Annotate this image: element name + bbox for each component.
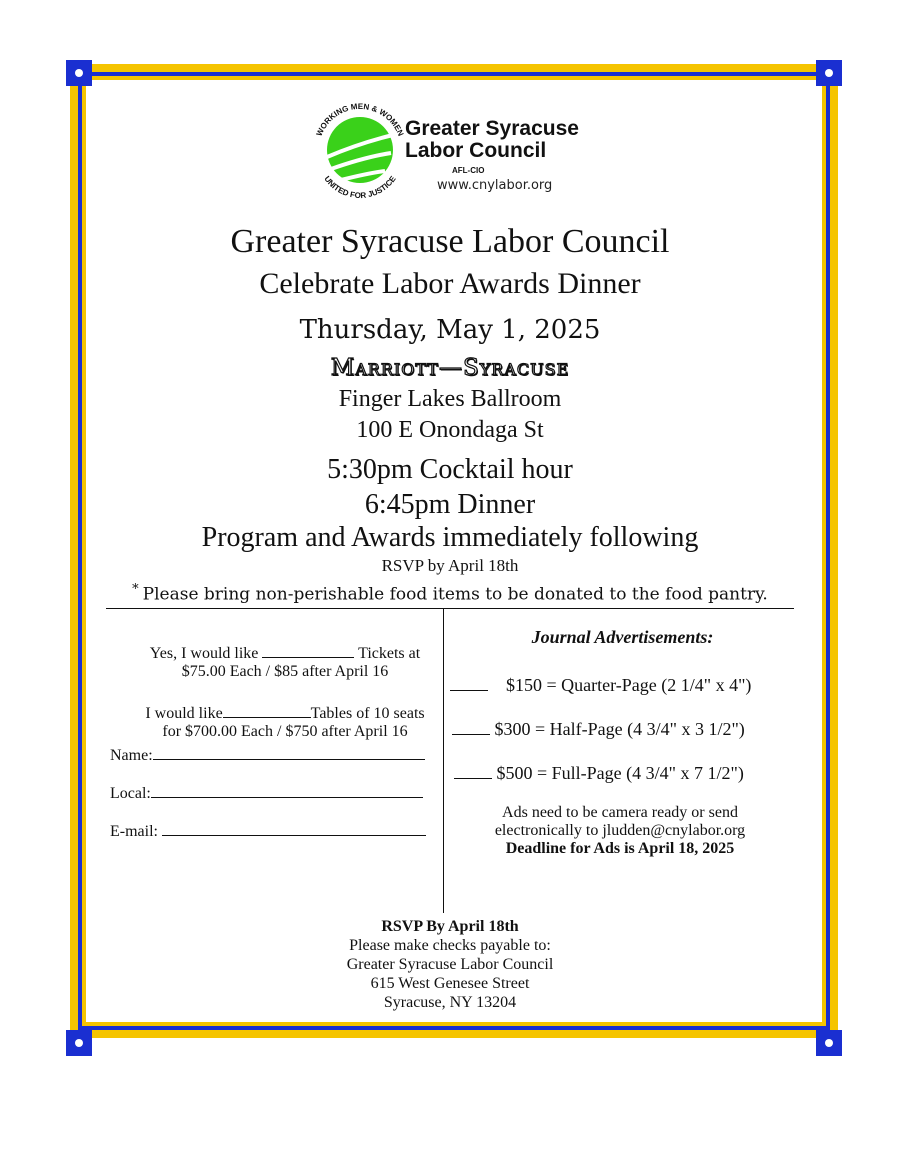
tickets-block [110, 643, 440, 681]
name-field[interactable] [153, 745, 425, 760]
venue-address: 100 E Onondaga St [356, 417, 544, 443]
corner-bottom-left [66, 1030, 92, 1056]
tables-label-a: I would like [145, 705, 223, 722]
ad-deadline: Deadline for Ads is April 18, 2025 [505, 840, 735, 857]
ad-full-checkbox[interactable] [454, 764, 492, 779]
ring-top-text: WORKING MEN & WOMEN [314, 101, 406, 138]
ad-note-email[interactable]: electronically to jludden@cnylabor.org [494, 822, 746, 839]
ad-quarter-checkbox[interactable] [450, 676, 488, 691]
ad-quarter-page [450, 674, 751, 696]
tickets-label-a: Yes, I would like [149, 645, 259, 662]
local-row [110, 783, 440, 803]
corner-top-left [66, 60, 92, 86]
name-row [110, 745, 440, 765]
ticket-order-form [110, 643, 440, 841]
food-pantry-note [90, 578, 810, 607]
tickets-price: $75.00 Each / $85 after April 16 [181, 663, 389, 680]
footer-rsvp: RSVP By April 18th [381, 918, 519, 935]
page-title: Greater Syracuse Labor Council [230, 223, 670, 260]
footer-street: 615 West Genesee Street [370, 975, 530, 992]
ad-full-page [454, 762, 744, 784]
note-asterisk: * [132, 582, 139, 597]
email-row [110, 821, 440, 841]
event-subtitle: Celebrate Labor Awards Dinner [259, 267, 641, 300]
section-divider-horizontal [106, 608, 794, 609]
corner-bottom-right [816, 1030, 842, 1056]
program-note: Program and Awards immediately following [201, 522, 699, 553]
ad-requirements [450, 804, 790, 858]
footer-org: Greater Syracuse Labor Council [346, 956, 554, 973]
cocktail-time: 5:30pm Cocktail hour [327, 454, 573, 485]
local-label: Local: [110, 785, 151, 802]
tables-quantity-field[interactable] [223, 703, 311, 718]
footer-city: Syracuse, NY 13204 [383, 994, 517, 1011]
ring-bottom-text: UNITED FOR JUSTICE [322, 174, 398, 201]
local-field[interactable] [151, 783, 423, 798]
food-pantry-note-text: Please bring non-perishable food items to be donated to the food pantry. [142, 584, 768, 605]
tables-price: for $700.00 Each / $750 after April 16 [162, 723, 408, 740]
logo-affiliation: AFL-CIO [452, 166, 485, 175]
tickets-label-b: Tickets at [358, 645, 421, 662]
dinner-time: 6:45pm Dinner [364, 489, 536, 520]
email-field[interactable] [162, 821, 426, 836]
email-label: E-mail: [110, 823, 158, 840]
payment-info [240, 917, 660, 1012]
name-label: Name: [110, 747, 153, 764]
journal-ads-section [450, 626, 795, 857]
tickets-quantity-field[interactable] [262, 643, 354, 658]
ad-quarter-label: $150 = Quarter-Page (2 1/4" x 4") [506, 675, 752, 695]
section-divider-vertical [443, 609, 444, 913]
tables-line [130, 703, 440, 723]
tables-block [110, 703, 440, 741]
event-date: Thursday, May 1, 2025 [299, 315, 601, 345]
tickets-line [130, 643, 440, 663]
ad-half-page [452, 718, 745, 740]
venue-name: Marriott—Syracuse [330, 355, 570, 381]
footer-payable: Please make checks payable to: [349, 937, 551, 954]
logo-name-line1: Greater Syracuse [405, 117, 579, 140]
ad-full-label: $500 = Full-Page (4 3/4" x 7 1/2") [496, 763, 744, 783]
rsvp-deadline: RSVP by April 18th [381, 556, 519, 575]
ad-note-line1: Ads need to be camera ready or send [502, 804, 738, 821]
logo-name-line2: Labor Council [405, 139, 547, 162]
website-link[interactable]: www.cnylabor.org [437, 178, 553, 193]
tables-label-b: Tables of 10 seats [310, 705, 425, 722]
journal-title: Journal Advertisements: [531, 627, 714, 647]
venue-room: Finger Lakes Ballroom [338, 386, 562, 412]
green-sun-emblem-icon [305, 95, 415, 205]
corner-top-right [816, 60, 842, 86]
ad-half-label: $300 = Half-Page (4 3/4" x 3 1/2") [494, 719, 745, 739]
ad-half-checkbox[interactable] [452, 720, 490, 735]
